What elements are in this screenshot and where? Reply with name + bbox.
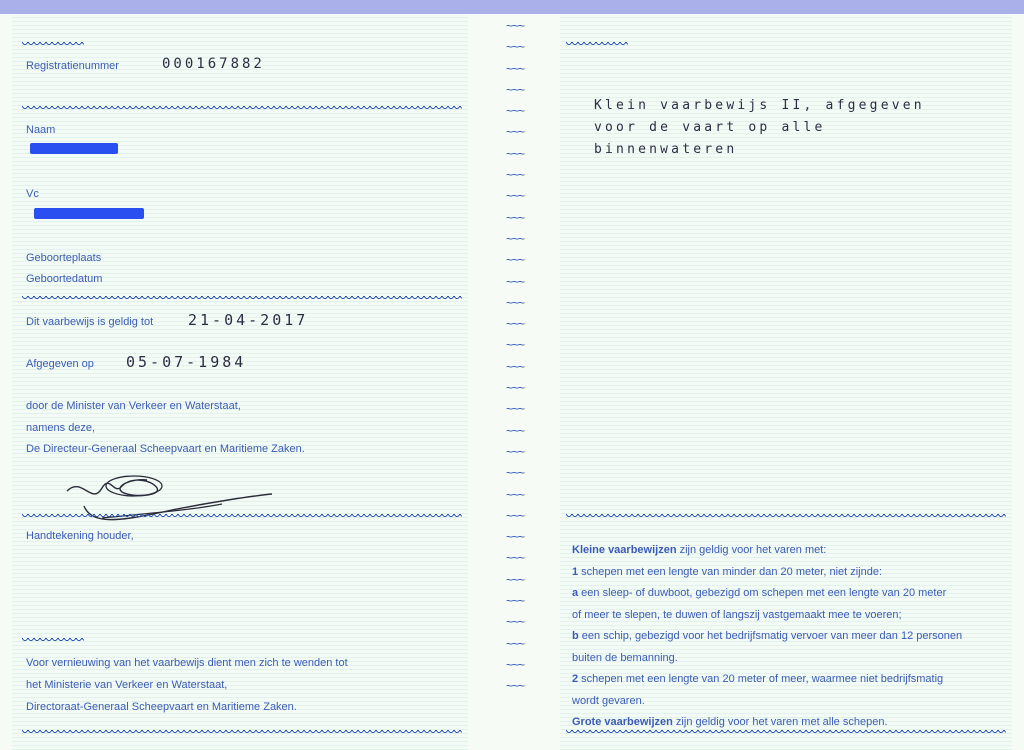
name-label: Naam bbox=[26, 124, 56, 136]
rules-large-line bbox=[572, 712, 1012, 734]
renewal-line-3: Directoraat-Generaal Scheepvaart en Maritieme Zaken. bbox=[26, 701, 297, 713]
authority-line-1: door de Minister van Verkeer en Waterstaat, bbox=[26, 400, 241, 412]
registration-number: 000167882 bbox=[162, 56, 265, 72]
validity-rules bbox=[572, 540, 1012, 734]
rules-large-bold: Grote vaarbewijzen bbox=[572, 716, 673, 728]
rules-item-b-letter: b bbox=[572, 630, 579, 642]
renewal-line-1: Voor vernieuwing van het vaarbewijs dient men zich te wenden tot bbox=[26, 657, 348, 669]
rules-item-a-letter: a bbox=[572, 587, 579, 599]
official-signature bbox=[62, 466, 282, 536]
license-type-line-3: binnenwateren bbox=[594, 142, 738, 157]
rules-item-2 bbox=[572, 669, 1012, 691]
wave-divider bbox=[22, 42, 84, 50]
license-document bbox=[0, 14, 1024, 750]
rules-item-2-text1: schepen met een lengte van 20 meter of meer, waarmee niet bedrijfsmatig bbox=[578, 673, 944, 685]
rules-item-1-num: 1 bbox=[572, 565, 579, 578]
rules-item-a bbox=[572, 583, 1012, 605]
rules-large-rest: zijn geldig voor het varen met alle schepen. bbox=[672, 716, 888, 728]
redacted-name bbox=[30, 143, 118, 154]
birthplace-label: Geboorteplaats bbox=[26, 252, 102, 264]
authority-line-3: De Directeur-Generaal Scheepvaart en Maritieme Zaken. bbox=[26, 443, 305, 455]
initials-label: Vc bbox=[26, 188, 39, 200]
redacted-initials bbox=[34, 208, 144, 219]
rules-item-b bbox=[572, 626, 1012, 648]
rules-small-line bbox=[572, 540, 1012, 562]
valid-until-label: Dit vaarbewijs is geldig tot bbox=[26, 316, 154, 328]
renewal-line-2: het Ministerie van Verkeer en Waterstaat, bbox=[26, 679, 228, 691]
rules-item-2-cont: wordt gevaren. bbox=[572, 694, 645, 707]
rules-small-bold: Kleine vaarbewijzen bbox=[572, 544, 677, 556]
rules-item-2-num: 2 bbox=[572, 673, 579, 685]
wave-divider bbox=[22, 106, 462, 114]
rules-item-1 bbox=[572, 562, 1012, 584]
wave-divider bbox=[566, 514, 1006, 522]
registration-label: Registratienummer bbox=[26, 60, 119, 72]
wave-divider bbox=[22, 638, 84, 646]
valid-until-date: 21-04-2017 bbox=[188, 311, 309, 329]
birthdate-label: Geboortedatum bbox=[26, 273, 103, 285]
authority-line-2: namens deze, bbox=[26, 422, 96, 434]
rules-item-b-cont: buiten de bemanning. bbox=[572, 651, 678, 664]
left-page bbox=[12, 14, 468, 750]
wave-divider bbox=[22, 730, 462, 738]
rules-item-a-text1: een sleep- of duwboot, gebezigd om schepen met een lengte van 20 meter bbox=[578, 587, 947, 599]
wave-divider bbox=[22, 514, 462, 522]
license-type-line-1: Klein vaarbewijs II, afgegeven bbox=[594, 98, 925, 113]
rules-item-a-cont: of meer te slepen, te duwen of langszij vastgemaakt mee te voeren; bbox=[572, 608, 902, 621]
issued-on-date: 05-07-1984 bbox=[126, 353, 247, 371]
license-type-line-2: voor de vaart op alle bbox=[594, 120, 826, 135]
binding-spine: ~~~ ~~~ ~~~ ~~~ ~~~ ~~~ ~~~ ~~~ ~~~ ~~~ ~~~ ~~~ ~~~ ~~~ ~~~ ~~~ ~~~ ~~~ ~~~ ~~~ ~~~ ~~~ ~~~ ~~~ ~~~ ~~~ ~~~ ~~~ ~~~ ~~~ ~~~ ~~~ bbox=[505, 19, 525, 694]
issued-on-label: Afgegeven op bbox=[26, 358, 94, 370]
holder-signature-label: Handtekening houder, bbox=[26, 530, 134, 542]
rules-item-1-text: schepen met een lengte van minder dan 20 meter, niet zijnde: bbox=[578, 565, 883, 578]
rules-item-b-text1: een schip, gebezigd voor het bedrijfsmatig vervoer van meer dan 12 personen bbox=[578, 630, 963, 642]
wave-divider bbox=[22, 296, 462, 304]
wave-divider bbox=[566, 42, 628, 50]
rules-small-rest: zijn geldig voor het varen met: bbox=[676, 544, 827, 556]
